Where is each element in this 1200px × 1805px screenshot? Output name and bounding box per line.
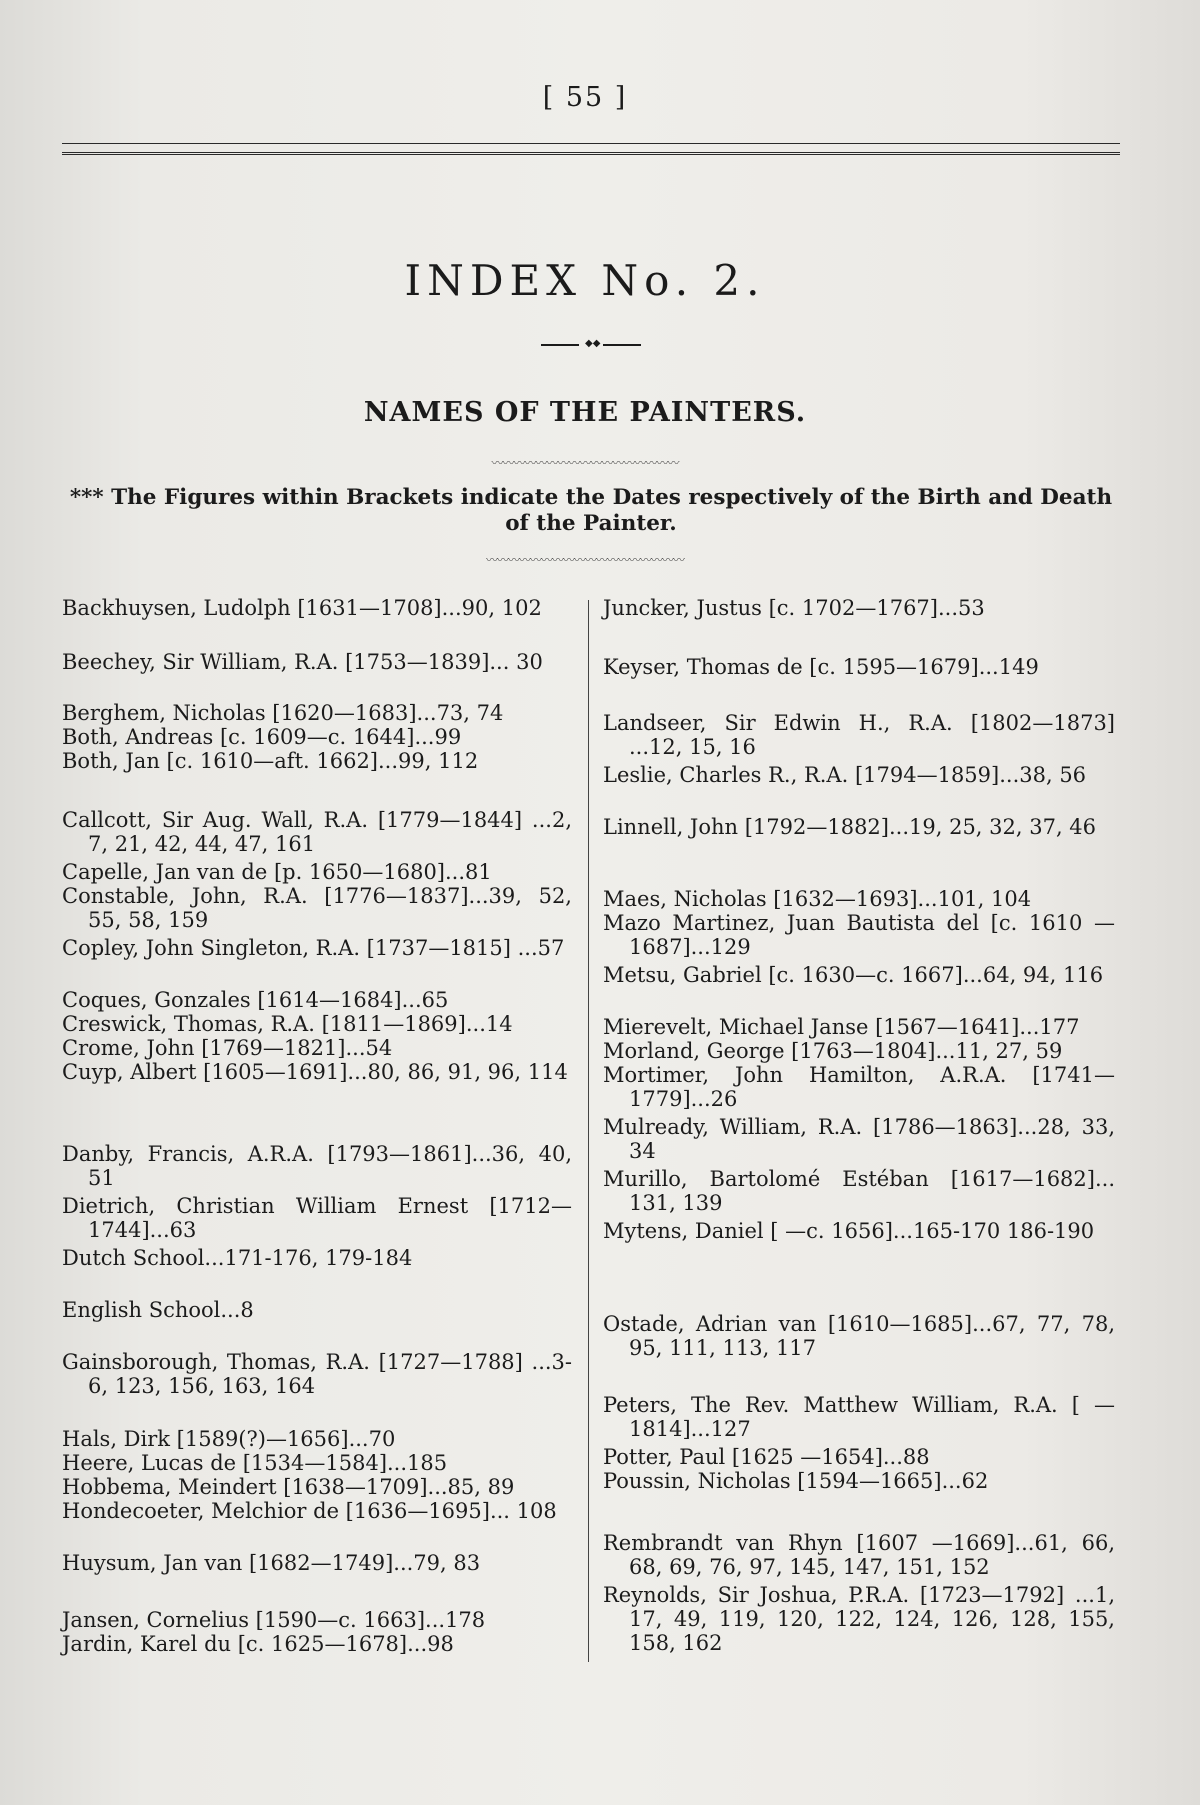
index-entry: Linnell, John [1792—1882]...19, 25, 32, 37, 46	[603, 815, 1097, 839]
index-entry: Backhuysen, Ludolph [1631—1708]...90, 102	[62, 596, 542, 620]
index-entry: Cuyp, Albert [1605—1691]...80, 86, 91, 96, 114	[62, 1060, 568, 1084]
index-entry: Gainsborough, Thomas, R.A. [1727—1788] ...3-6, 123, 156, 163, 164	[62, 1350, 572, 1398]
column-divider	[588, 600, 589, 1662]
index-entry: Dietrich, Christian William Ernest [1712—1744]...63	[62, 1194, 572, 1242]
index-entry: Ostade, Adrian van [1610—1685]...67, 77, 78, 95, 111, 113, 117	[603, 1312, 1115, 1360]
index-entry: Juncker, Justus [c. 1702—1767]...53	[603, 596, 985, 620]
index-entry: Reynolds, Sir Joshua, P.R.A. [1723—1792] ...1, 17, 49, 119, 120, 122, 124, 126, 128, 155, 158, 162	[603, 1583, 1115, 1655]
index-entry: Potter, Paul [1625 —1654]...88	[603, 1445, 930, 1469]
index-entry: Mytens, Daniel [ —c. 1656]...165-170 186-190	[603, 1219, 1095, 1243]
index-entry: Heere, Lucas de [1534—1584]...185	[62, 1451, 448, 1475]
index-entry: Mazo Martinez, Juan Bautista del [c. 1610 —1687]...129	[603, 911, 1115, 959]
index-entry: Dutch School...171-176, 179-184	[62, 1246, 413, 1270]
index-entry: Metsu, Gabriel [c. 1630—c. 1667]...64, 94, 116	[603, 963, 1104, 987]
index-entry: Mortimer, John Hamilton, A.R.A. [1741—1779]...26	[603, 1063, 1115, 1111]
index-entry: Copley, John Singleton, R.A. [1737—1815] ...57	[62, 936, 565, 960]
page-number: [ 55 ]	[542, 82, 628, 113]
section-subtitle: NAMES OF THE PAINTERS.	[363, 397, 807, 428]
bracket-note: *** The Figures within Brackets indicate the Dates respectively of the Birth and Death of the Painter.	[69, 485, 1113, 536]
index-entry: English School...8	[62, 1298, 254, 1322]
index-entry: Hondecoeter, Melchior de [1636—1695]... 108	[62, 1499, 557, 1523]
index-entry: Jardin, Karel du [c. 1625—1678]...98	[62, 1632, 454, 1656]
index-entry: Hals, Dirk [1589(?)—1656]...70	[62, 1427, 396, 1451]
index-entry: Coques, Gonzales [1614—1684]...65	[62, 988, 449, 1012]
index-entry: Mulready, William, R.A. [1786—1863]...28, 33, 34	[603, 1115, 1115, 1163]
index-entry: Morland, George [1763—1804]...11, 27, 59	[603, 1039, 1063, 1063]
index-entry: Maes, Nicholas [1632—1693]...101, 104	[603, 887, 1032, 911]
index-entry: Berghem, Nicholas [1620—1683]...73, 74	[62, 701, 504, 725]
index-entry: Capelle, Jan van de [p. 1650—1680]...81	[62, 860, 492, 884]
index-entry: Landseer, Sir Edwin H., R.A. [1802—1873] ...12, 15, 16	[603, 711, 1115, 759]
index-entry: Constable, John, R.A. [1776—1837]...39, 52, 55, 58, 159	[62, 884, 572, 932]
wavy-divider: 〰〰〰〰〰〰〰〰〰〰〰〰〰〰〰〰〰	[491, 456, 679, 470]
page-title: INDEX No. 2.	[404, 256, 766, 305]
index-entry: Keyser, Thomas de [c. 1595—1679]...149	[603, 655, 1039, 679]
index-entry: Both, Andreas [c. 1609—c. 1644]...99	[62, 725, 462, 749]
index-entry: Poussin, Nicholas [1594—1665]...62	[603, 1469, 989, 1493]
index-entry: Jansen, Cornelius [1590—c. 1663]...178	[62, 1608, 486, 1632]
index-entry: Huysum, Jan van [1682—1749]...79, 83	[62, 1551, 481, 1575]
index-entry: Both, Jan [c. 1610—aft. 1662]...99, 112	[62, 749, 479, 773]
index-entry: Peters, The Rev. Matthew William, R.A. [ —1814]...127	[603, 1393, 1115, 1441]
title-ornament: ◆◆	[541, 343, 641, 347]
header-rule	[62, 143, 1120, 155]
index-entry: Crome, John [1769—1821]...54	[62, 1036, 393, 1060]
index-entry: Beechey, Sir William, R.A. [1753—1839]... 30	[62, 650, 543, 674]
wavy-divider: 〰〰〰〰〰〰〰〰〰〰〰〰〰〰〰〰〰〰	[485, 553, 684, 567]
index-entry: Danby, Francis, A.R.A. [1793—1861]...36, 40, 51	[62, 1142, 572, 1190]
index-entry: Rembrandt van Rhyn [1607 —1669]...61, 66, 68, 69, 76, 97, 145, 147, 151, 152	[603, 1531, 1115, 1579]
index-entry: Leslie, Charles R., R.A. [1794—1859]...38, 56	[603, 763, 1087, 787]
index-entry: Hobbema, Meindert [1638—1709]...85, 89	[62, 1475, 515, 1499]
index-entry: Callcott, Sir Aug. Wall, R.A. [1779—1844] ...2, 7, 21, 42, 44, 47, 161	[62, 808, 572, 856]
index-entry: Mierevelt, Michael Janse [1567—1641]...177	[603, 1015, 1080, 1039]
index-entry: Murillo, Bartolomé Estéban [1617—1682]... 131, 139	[603, 1167, 1115, 1215]
index-entry: Creswick, Thomas, R.A. [1811—1869]...14	[62, 1012, 513, 1036]
